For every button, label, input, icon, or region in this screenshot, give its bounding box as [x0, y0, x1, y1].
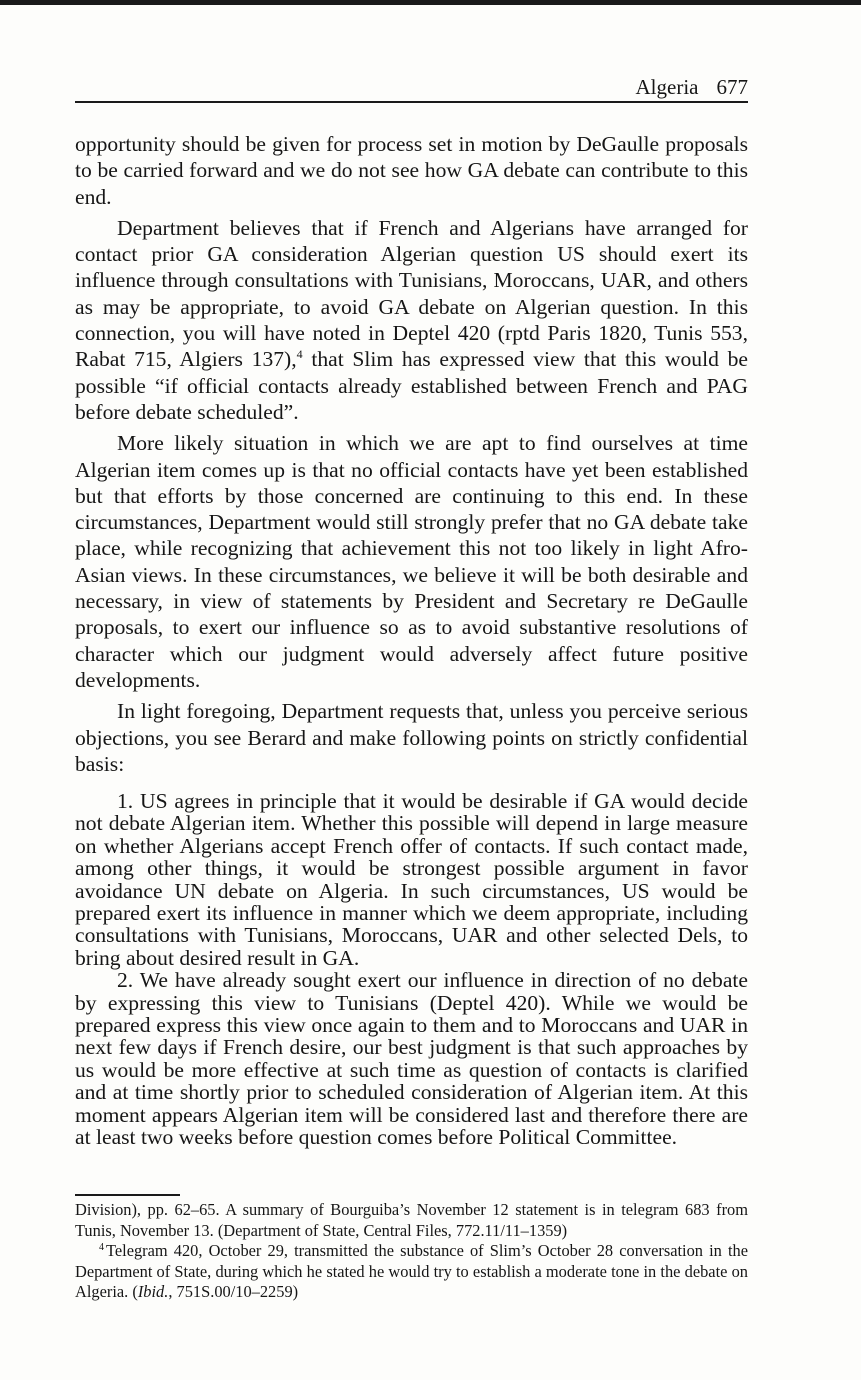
footnote-continuation: Division), pp. 62–65. A summary of Bourguiba’s November 12 statement is in telegram 683 from Tunis, November 13. (Department of State, Central Files, 772.11/11–1359)	[75, 1200, 748, 1240]
footnote-4-end: , 751S.00/10–2259)	[168, 1282, 299, 1301]
paragraph-3: More likely situation in which we are apt to find ourselves at time Algerian item comes up is that no official contacts have yet been established but that efforts by those concerned are continuing to this end. In these circumstances, Department would still strongly prefer that no GA debate take place, while recognizing that achievement this not too likely in light Afro-Asian views. In these circumstances, we believe it will be both desirable and necessary, in view of statements by President and Secretary re DeGaulle proposals, to exert our influence so as to avoid substantive resolutions of character which our judgment would adversely affect future positive developments.	[75, 431, 748, 692]
point-2: 2. We have already sought exert our influence in direction of no debate by expressing this view to Tunisians (Deptel 420). While we would be prepared express this view once again to them and to Moroccans and UAR in next few days if French desire, our best judgment is that such approaches by us would be more effective at such time as question of contacts is clarified and at time shortly prior to scheduled consideration of Algerian item. At this moment appears Algerian item will be considered last and therefore there are at least two weeks before question comes before Political Committee.	[75, 968, 748, 1150]
paragraph-1: opportunity should be given for process set in motion by DeGaulle proposals to be carried forward and we do not see how GA debate can contribute to this end.	[75, 132, 748, 209]
page-top-border	[0, 0, 861, 5]
paragraph-2-part-b: that Slim has expressed view that this would be possible “if official contacts already established between French and PAG before debate scheduled”.	[75, 347, 748, 424]
body-text	[75, 131, 748, 782]
footnote-ref-4: 4	[296, 347, 303, 362]
paragraph-2	[75, 215, 748, 425]
paragraph-2-part-a: Department believes that if French and Algerians have arranged for contact prior GA consideration Algerian question US should exert its influence through consultations with Tunisians, Moroccans, UAR, and others as may be appropriate, to avoid GA debate on Algerian question. In this connection, you will have noted in Deptel 420 (rptd Paris 1820, Tunis 553, Rabat 715, Algiers 137),	[75, 215, 748, 372]
page-number: 677	[716, 75, 748, 99]
footnote-4-mark: 4	[99, 1241, 104, 1253]
footnote-rule	[75, 1194, 180, 1196]
footnote-4-ibid: Ibid.	[137, 1282, 169, 1301]
footnote-4-text: Telegram 420, October 29, transmitted the substance of Slim’s October 28 conversation in the Department of State, during which he stated he would try to establish a moderate tone in the debate on Algeria. (	[75, 1241, 748, 1301]
running-head	[75, 74, 748, 100]
header-rule	[75, 101, 748, 103]
paragraph-4: In light foregoing, Department requests that, unless you perceive serious objections, you see Berard and make following points on strictly confidential basis:	[75, 699, 748, 776]
footnotes	[75, 1200, 748, 1303]
footnote-4	[75, 1241, 748, 1303]
point-1: 1. US agrees in principle that it would be desirable if GA would decide not debate Algerian item. Whether this possible will depend in large measure on whether Algerians accept French offer of contacts. If such contact made, among other things, it would be strongest possible argument in favor avoidance UN debate on Algeria. In such circumstances, US would be prepared exert its influence in manner which we deem appropriate, including consultations with Tunisians, Moroccans, UAR and other selected Dels, to bring about desired result in GA.	[75, 789, 748, 970]
numbered-points	[75, 790, 748, 1149]
running-title: Algeria	[635, 75, 699, 99]
